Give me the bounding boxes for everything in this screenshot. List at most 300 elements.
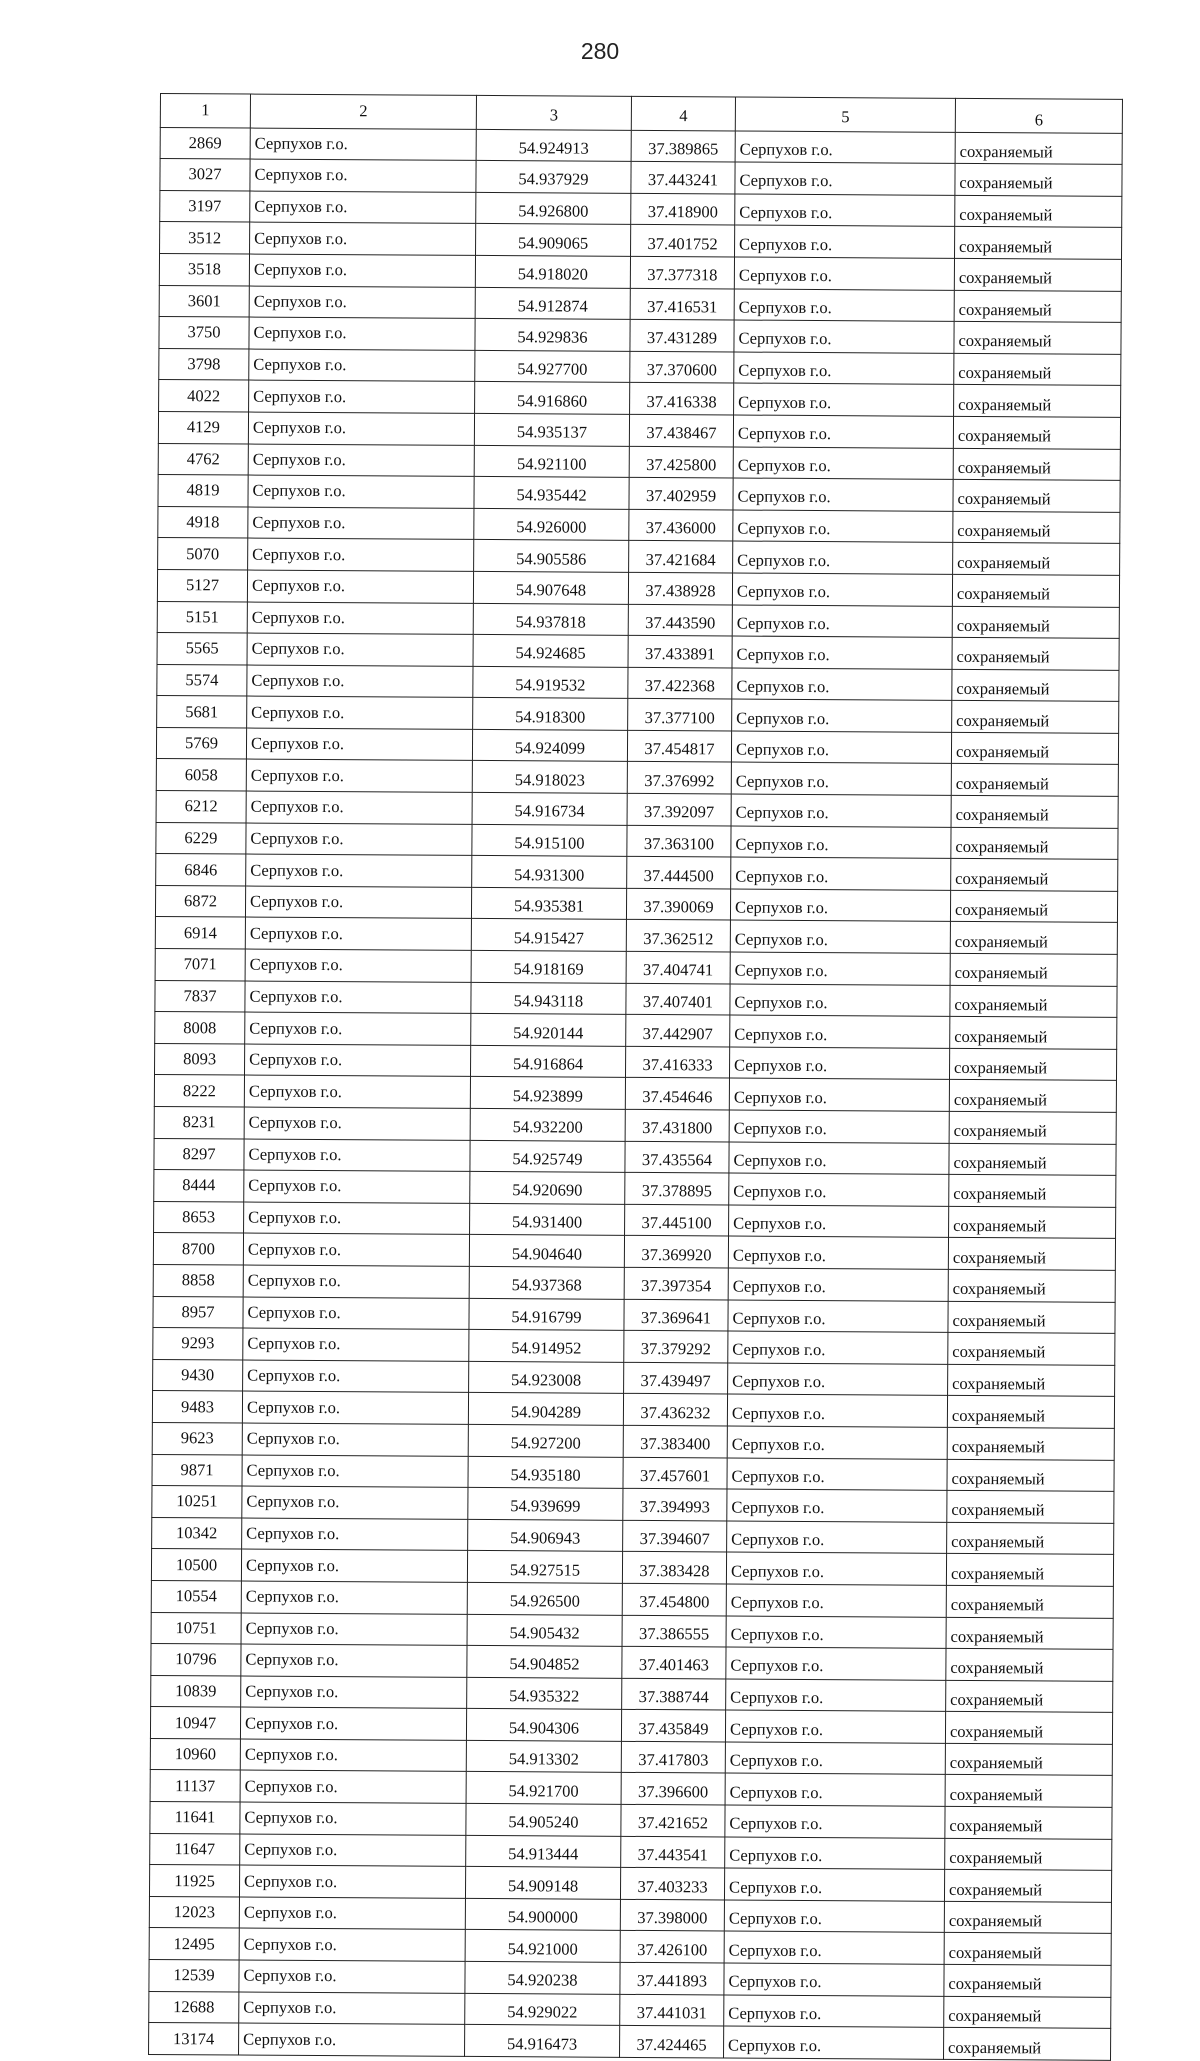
- status-cell: сохраняемый: [952, 637, 1119, 670]
- object-id-cell: 3518: [159, 253, 249, 285]
- longitude-cell: 37.431289: [630, 320, 734, 352]
- object-id-cell: 10751: [151, 1612, 241, 1644]
- latitude-cell: 54.935442: [474, 477, 629, 510]
- latitude-cell: 54.926500: [467, 1582, 622, 1615]
- municipality-cell: Серпухов г.о.: [245, 949, 471, 982]
- municipality-cell: Серпухов г.о.: [246, 854, 472, 887]
- status-cell: сохраняемый: [946, 1617, 1113, 1650]
- status-cell: сохраняемый: [950, 1017, 1117, 1050]
- municipality-cell: Серпухов г.о.: [245, 981, 471, 1014]
- status-cell: сохраняемый: [948, 1364, 1115, 1397]
- location-cell: Серпухов г.о.: [726, 1679, 946, 1712]
- object-id-cell: 6872: [155, 885, 245, 917]
- longitude-cell: 37.436232: [623, 1394, 727, 1426]
- municipality-cell: Серпухов г.о.: [248, 507, 474, 540]
- location-cell: Серпухов г.о.: [728, 1363, 948, 1396]
- status-cell: сохраняемый: [952, 669, 1119, 702]
- object-id-cell: 7837: [155, 980, 245, 1012]
- location-cell: Серпухов г.о.: [735, 162, 955, 195]
- latitude-cell: 54.918020: [475, 255, 630, 288]
- municipality-cell: Серпухов г.о.: [248, 444, 474, 477]
- municipality-cell: Серпухов г.о.: [239, 2023, 465, 2056]
- municipality-cell: Серпухов г.о.: [242, 1423, 468, 1456]
- latitude-cell: 54.927200: [468, 1424, 623, 1457]
- location-cell: Серпухов г.о.: [731, 826, 951, 859]
- object-id-cell: 12495: [149, 1928, 239, 1960]
- latitude-cell: 54.935322: [467, 1677, 622, 1710]
- latitude-cell: 54.905432: [467, 1614, 622, 1647]
- status-cell: сохраняемый: [951, 732, 1118, 765]
- status-cell: сохраняемый: [950, 890, 1117, 923]
- object-id-cell: 8700: [153, 1233, 243, 1265]
- location-cell: Серпухов г.о.: [729, 1173, 949, 1206]
- municipality-cell: Серпухов г.о.: [239, 1960, 465, 1993]
- object-id-cell: 10796: [151, 1644, 241, 1676]
- latitude-cell: 54.920144: [471, 1014, 626, 1047]
- municipality-cell: Серпухов г.о.: [248, 538, 474, 571]
- object-id-cell: 13174: [149, 2023, 239, 2055]
- longitude-cell: 37.421684: [629, 541, 733, 573]
- latitude-cell: 54.904289: [468, 1393, 623, 1426]
- status-cell: сохраняемый: [945, 1712, 1112, 1745]
- status-cell: сохраняемый: [955, 195, 1122, 228]
- object-id-cell: 6229: [156, 822, 246, 854]
- object-id-cell: 3750: [159, 317, 249, 349]
- object-id-cell: 8957: [153, 1296, 243, 1328]
- status-cell: сохраняемый: [953, 479, 1120, 512]
- status-cell: сохраняемый: [944, 1870, 1111, 1903]
- location-cell: Серпухов г.о.: [728, 1300, 948, 1333]
- location-cell: Серпухов г.о.: [727, 1426, 947, 1459]
- object-id-cell: 6058: [156, 759, 246, 791]
- object-id-cell: 8858: [153, 1264, 243, 1296]
- status-cell: сохраняемый: [952, 701, 1119, 734]
- municipality-cell: Серпухов г.о.: [249, 317, 475, 350]
- municipality-cell: Серпухов г.о.: [243, 1328, 469, 1361]
- column-header: 5: [735, 97, 955, 132]
- latitude-cell: 54.913444: [466, 1835, 621, 1868]
- location-cell: Серпухов г.о.: [733, 447, 953, 480]
- municipality-cell: Серпухов г.о.: [244, 1170, 470, 1203]
- location-cell: Серпухов г.о.: [734, 257, 954, 290]
- object-id-cell: 10500: [151, 1549, 241, 1581]
- latitude-cell: 54.904640: [469, 1235, 624, 1268]
- municipality-cell: Серпухов г.о.: [246, 823, 472, 856]
- latitude-cell: 54.925749: [470, 1140, 625, 1173]
- status-cell: сохраняемый: [955, 227, 1122, 260]
- object-id-cell: 4129: [158, 411, 248, 443]
- latitude-cell: 54.939699: [468, 1488, 623, 1521]
- status-cell: сохраняемый: [946, 1680, 1113, 1713]
- latitude-cell: 54.912874: [475, 287, 630, 320]
- status-cell: сохраняемый: [944, 1933, 1111, 1966]
- location-cell: Серпухов г.о.: [729, 1078, 949, 1111]
- municipality-cell: Серпухов г.о.: [240, 1739, 466, 1772]
- location-cell: Серпухов г.о.: [731, 762, 951, 795]
- location-cell: Серпухов г.о.: [731, 731, 951, 764]
- longitude-cell: 37.457601: [623, 1457, 727, 1489]
- latitude-cell: 54.909148: [465, 1867, 620, 1900]
- latitude-cell: 54.927515: [467, 1551, 622, 1584]
- location-cell: Серпухов г.о.: [734, 289, 954, 322]
- latitude-cell: 54.918300: [473, 698, 628, 731]
- object-id-cell: 2869: [160, 127, 250, 159]
- longitude-cell: 37.396600: [621, 1773, 725, 1805]
- municipality-cell: Серпухов г.о.: [243, 1360, 469, 1393]
- page-number: 280: [580, 38, 620, 64]
- municipality-cell: Серпухов г.о.: [242, 1518, 468, 1551]
- status-cell: сохраняемый: [948, 1238, 1115, 1271]
- longitude-cell: 37.454646: [625, 1078, 729, 1110]
- status-cell: сохраняемый: [946, 1585, 1113, 1618]
- location-cell: Серпухов г.о.: [732, 668, 952, 701]
- location-cell: Серпухов г.о.: [730, 1015, 950, 1048]
- object-id-cell: 6846: [156, 854, 246, 886]
- latitude-cell: 54.916864: [470, 1045, 625, 1078]
- status-cell: сохраняемый: [953, 543, 1120, 576]
- status-cell: сохраняемый: [944, 1964, 1111, 1997]
- status-cell: сохраняемый: [952, 606, 1119, 639]
- location-cell: Серпухов г.о.: [726, 1584, 946, 1617]
- status-cell: сохраняемый: [949, 1175, 1116, 1208]
- location-cell: Серпухов г.о.: [730, 920, 950, 953]
- location-cell: Серпухов г.о.: [729, 1047, 949, 1080]
- municipality-cell: Серпухов г.о.: [249, 254, 475, 287]
- location-cell: Серпухов г.о.: [726, 1552, 946, 1585]
- longitude-cell: 37.416338: [630, 383, 734, 415]
- status-cell: сохраняемый: [954, 353, 1121, 386]
- municipality-cell: Серпухов г.о.: [247, 633, 473, 666]
- latitude-cell: 54.913302: [466, 1740, 621, 1773]
- object-id-cell: 5070: [158, 538, 248, 570]
- longitude-cell: 37.383428: [622, 1552, 726, 1584]
- municipality-cell: Серпухов г.о.: [250, 222, 476, 255]
- municipality-cell: Серпухов г.о.: [247, 602, 473, 635]
- data-table-container: [148, 93, 1122, 2061]
- status-cell: сохраняемый: [953, 416, 1120, 449]
- object-id-cell: 10839: [151, 1675, 241, 1707]
- status-cell: сохраняемый: [947, 1396, 1114, 1429]
- municipality-cell: Серпухов г.о.: [239, 1897, 465, 1930]
- column-header: 2: [250, 94, 476, 129]
- status-cell: сохраняемый: [954, 258, 1121, 291]
- municipality-cell: Серпухов г.о.: [239, 1865, 465, 1898]
- latitude-cell: 54.935180: [468, 1456, 623, 1489]
- status-cell: сохраняемый: [944, 1901, 1111, 1934]
- object-id-cell: 8093: [155, 1043, 245, 1075]
- longitude-cell: 37.378895: [625, 1173, 729, 1205]
- location-cell: Серпухов г.о.: [735, 225, 955, 258]
- location-cell: Серпухов г.о.: [725, 1837, 945, 1870]
- longitude-cell: 37.363100: [627, 825, 731, 857]
- status-cell: сохраняемый: [951, 827, 1118, 860]
- municipality-cell: Серпухов г.о.: [239, 1928, 465, 1961]
- object-id-cell: 11641: [150, 1802, 240, 1834]
- object-id-cell: 12023: [149, 1896, 239, 1928]
- status-cell: сохраняемый: [949, 1206, 1116, 1239]
- municipality-cell: Серпухов г.о.: [239, 1992, 465, 2025]
- status-cell: сохраняемый: [954, 385, 1121, 418]
- location-cell: Серпухов г.о.: [728, 1268, 948, 1301]
- status-cell: сохраняемый: [951, 795, 1118, 828]
- longitude-cell: 37.401463: [622, 1646, 726, 1678]
- object-id-cell: 8653: [154, 1201, 244, 1233]
- object-id-cell: 5574: [157, 664, 247, 696]
- latitude-cell: 54.927700: [475, 350, 630, 383]
- municipality-cell: Серпухов г.о.: [250, 191, 476, 224]
- municipality-cell: Серпухов г.о.: [244, 1107, 470, 1140]
- municipality-cell: Серпухов г.о.: [246, 728, 472, 761]
- latitude-cell: 54.916860: [475, 382, 630, 415]
- latitude-cell: 54.935381: [471, 887, 626, 920]
- object-id-cell: 5127: [157, 569, 247, 601]
- status-cell: сохраняемый: [944, 2028, 1111, 2061]
- longitude-cell: 37.431800: [625, 1109, 729, 1141]
- status-cell: сохраняемый: [951, 859, 1118, 892]
- longitude-cell: 37.418900: [631, 193, 735, 225]
- longitude-cell: 37.417803: [621, 1741, 725, 1773]
- latitude-cell: 54.935137: [474, 413, 629, 446]
- municipality-cell: Серпухов г.о.: [241, 1676, 467, 1709]
- location-cell: Серпухов г.о.: [727, 1489, 947, 1522]
- object-id-cell: 5681: [157, 696, 247, 728]
- column-header: 3: [476, 95, 631, 130]
- status-cell: сохраняемый: [951, 764, 1118, 797]
- location-cell: Серпухов г.о.: [728, 1331, 948, 1364]
- latitude-cell: 54.929022: [465, 1993, 620, 2026]
- location-cell: Серпухов г.о.: [730, 889, 950, 922]
- object-id-cell: 4819: [158, 475, 248, 507]
- location-cell: Серпухов г.о.: [727, 1458, 947, 1491]
- status-cell: сохраняемый: [950, 922, 1117, 955]
- municipality-cell: Серпухов г.о.: [240, 1834, 466, 1867]
- object-id-cell: 5151: [157, 601, 247, 633]
- location-cell: Серпухов г.о.: [724, 2026, 944, 2059]
- object-id-cell: 10554: [151, 1580, 241, 1612]
- location-cell: Серпухов г.о.: [725, 1773, 945, 1806]
- municipality-cell: Серпухов г.о.: [247, 696, 473, 729]
- status-cell: сохраняемый: [946, 1648, 1113, 1681]
- object-id-cell: 6212: [156, 791, 246, 823]
- location-cell: Серпухов г.о.: [735, 194, 955, 227]
- object-id-cell: 11647: [150, 1833, 240, 1865]
- municipality-cell: Серпухов г.о.: [249, 286, 475, 319]
- location-cell: Серпухов г.о.: [733, 415, 953, 448]
- object-id-cell: 4022: [159, 380, 249, 412]
- object-id-cell: 9623: [152, 1422, 242, 1454]
- municipality-cell: Серпухов г.о.: [249, 349, 475, 382]
- longitude-cell: 37.370600: [630, 351, 734, 383]
- longitude-cell: 37.438467: [629, 414, 733, 446]
- status-cell: сохраняемый: [952, 574, 1119, 607]
- longitude-cell: 37.443590: [628, 604, 732, 636]
- location-cell: Серпухов г.о.: [725, 1742, 945, 1775]
- latitude-cell: 54.931300: [472, 856, 627, 889]
- longitude-cell: 37.442907: [626, 1015, 730, 1047]
- location-cell: Серпухов г.о.: [734, 352, 954, 385]
- latitude-cell: 54.905586: [474, 540, 629, 573]
- location-cell: Серпухов г.о.: [724, 1868, 944, 1901]
- municipality-cell: Серпухов г.о.: [243, 1233, 469, 1266]
- longitude-cell: 37.416333: [625, 1046, 729, 1078]
- municipality-cell: Серпухов г.о.: [241, 1644, 467, 1677]
- municipality-cell: Серпухов г.о.: [240, 1707, 466, 1740]
- location-cell: Серпухов г.о.: [732, 699, 952, 732]
- municipality-cell: Серпухов г.о.: [247, 665, 473, 698]
- location-cell: Серпухов г.о.: [724, 1963, 944, 1996]
- object-id-cell: 6914: [155, 917, 245, 949]
- longitude-cell: 37.416531: [630, 288, 734, 320]
- location-cell: Серпухов г.о.: [727, 1521, 947, 1554]
- object-id-cell: 10342: [152, 1517, 242, 1549]
- table-row: [149, 2023, 1111, 2060]
- latitude-cell: 54.907648: [473, 571, 628, 604]
- status-cell: сохраняемый: [954, 322, 1121, 355]
- object-id-cell: 5565: [157, 633, 247, 665]
- municipality-cell: Серпухов г.о.: [242, 1486, 468, 1519]
- location-cell: Серпухов г.о.: [726, 1647, 946, 1680]
- longitude-cell: 37.369920: [624, 1236, 728, 1268]
- longitude-cell: 37.421652: [621, 1804, 725, 1836]
- municipality-cell: Серпухов г.о.: [241, 1613, 467, 1646]
- location-cell: Серпухов г.о.: [730, 984, 950, 1017]
- object-id-cell: 8297: [154, 1138, 244, 1170]
- object-id-cell: 11137: [150, 1770, 240, 1802]
- object-id-cell: 12539: [149, 1959, 239, 1991]
- latitude-cell: 54.915100: [472, 824, 627, 857]
- latitude-cell: 54.923899: [470, 1077, 625, 1110]
- object-id-cell: 9430: [153, 1359, 243, 1391]
- location-cell: Серпухов г.о.: [724, 1900, 944, 1933]
- status-cell: сохраняемый: [948, 1269, 1115, 1302]
- latitude-cell: 54.916799: [469, 1298, 624, 1331]
- object-id-cell: 4762: [158, 443, 248, 475]
- location-cell: Серпухов г.о.: [731, 794, 951, 827]
- status-cell: сохраняемый: [949, 1143, 1116, 1176]
- longitude-cell: 37.454800: [622, 1583, 726, 1615]
- longitude-cell: 37.386555: [622, 1615, 726, 1647]
- longitude-cell: 37.369641: [624, 1299, 728, 1331]
- column-header: 4: [631, 96, 735, 130]
- status-cell: сохраняемый: [949, 1048, 1116, 1081]
- latitude-cell: 54.921700: [466, 1772, 621, 1805]
- status-cell: сохраняемый: [944, 1996, 1111, 2029]
- municipality-cell: Серпухов г.о.: [249, 380, 475, 413]
- status-cell: сохраняемый: [955, 132, 1122, 165]
- location-cell: Серпухов г.о.: [733, 510, 953, 543]
- latitude-cell: 54.909065: [476, 224, 631, 257]
- longitude-cell: 37.443541: [621, 1836, 725, 1868]
- object-id-cell: 3512: [160, 222, 250, 254]
- municipality-cell: Серпухов г.о.: [240, 1770, 466, 1803]
- location-cell: Серпухов г.о.: [733, 478, 953, 511]
- latitude-cell: 54.918023: [472, 761, 627, 794]
- longitude-cell: 37.401752: [631, 225, 735, 257]
- latitude-cell: 54.914952: [469, 1330, 624, 1363]
- object-id-cell: 12688: [149, 1991, 239, 2023]
- status-cell: сохраняемый: [945, 1743, 1112, 1776]
- latitude-cell: 54.926000: [474, 508, 629, 541]
- longitude-cell: 37.436000: [629, 509, 733, 541]
- longitude-cell: 37.435564: [625, 1141, 729, 1173]
- latitude-cell: 54.920238: [465, 1961, 620, 1994]
- longitude-cell: 37.444500: [627, 857, 731, 889]
- longitude-cell: 37.398000: [620, 1899, 724, 1931]
- longitude-cell: 37.376992: [627, 762, 731, 794]
- object-id-cell: 10251: [152, 1486, 242, 1518]
- table-body: [149, 127, 1123, 2060]
- status-cell: сохраняемый: [950, 953, 1117, 986]
- location-cell: Серпухов г.о.: [732, 636, 952, 669]
- longitude-cell: 37.435849: [621, 1710, 725, 1742]
- longitude-cell: 37.377318: [630, 256, 734, 288]
- latitude-cell: 54.924099: [472, 729, 627, 762]
- municipality-cell: Серпухов г.о.: [244, 1075, 470, 1108]
- column-header: 1: [160, 94, 250, 128]
- object-id-cell: 4918: [158, 506, 248, 538]
- longitude-cell: 37.433891: [628, 635, 732, 667]
- longitude-cell: 37.388744: [622, 1678, 726, 1710]
- municipality-cell: Серпухов г.о.: [246, 791, 472, 824]
- longitude-cell: 37.383400: [623, 1425, 727, 1457]
- municipality-cell: Серпухов г.о.: [242, 1391, 468, 1424]
- longitude-cell: 37.397354: [624, 1267, 728, 1299]
- location-cell: Серпухов г.о.: [734, 320, 954, 353]
- status-cell: сохраняемый: [947, 1459, 1114, 1492]
- latitude-cell: 54.924913: [476, 129, 631, 162]
- municipality-cell: Серпухов г.о.: [245, 886, 471, 919]
- object-id-cell: 3798: [159, 348, 249, 380]
- latitude-cell: 54.915427: [471, 919, 626, 952]
- latitude-cell: 54.926800: [476, 192, 631, 225]
- longitude-cell: 37.389865: [631, 130, 735, 162]
- latitude-cell: 54.932200: [470, 1108, 625, 1141]
- latitude-cell: 54.919532: [473, 666, 628, 699]
- longitude-cell: 37.394607: [623, 1520, 727, 1552]
- location-cell: Серпухов г.о.: [724, 1995, 944, 2028]
- status-cell: сохраняемый: [949, 1111, 1116, 1144]
- status-cell: сохраняемый: [955, 164, 1122, 197]
- location-cell: Серпухов г.о.: [734, 383, 954, 416]
- longitude-cell: 37.377100: [628, 699, 732, 731]
- status-cell: сохраняемый: [945, 1806, 1112, 1839]
- latitude-cell: 54.900000: [465, 1898, 620, 1931]
- status-cell: сохраняемый: [947, 1522, 1114, 1555]
- status-cell: сохраняемый: [949, 1080, 1116, 1113]
- longitude-cell: 37.454817: [627, 730, 731, 762]
- location-cell: Серпухов г.о.: [730, 952, 950, 985]
- object-id-cell: 10960: [150, 1738, 240, 1770]
- location-cell: Серпухов г.о.: [725, 1710, 945, 1743]
- latitude-cell: 54.916473: [465, 2025, 620, 2058]
- location-cell: Серпухов г.о.: [729, 1205, 949, 1238]
- location-cell: Серпухов г.о.: [727, 1394, 947, 1427]
- status-cell: сохраняемый: [948, 1301, 1115, 1334]
- status-cell: сохраняемый: [947, 1427, 1114, 1460]
- longitude-cell: 37.404741: [626, 951, 730, 983]
- longitude-cell: 37.445100: [625, 1204, 729, 1236]
- longitude-cell: 37.426100: [620, 1931, 724, 1963]
- latitude-cell: 54.906943: [468, 1519, 623, 1552]
- longitude-cell: 37.422368: [628, 667, 732, 699]
- municipality-cell: Серпухов г.о.: [240, 1802, 466, 1835]
- location-cell: Серпухов г.о.: [729, 1142, 949, 1175]
- location-cell: Серпухов г.о.: [724, 1931, 944, 1964]
- latitude-cell: 54.904852: [467, 1645, 622, 1678]
- location-cell: Серпухов г.о.: [732, 573, 952, 606]
- municipality-cell: Серпухов г.о.: [250, 159, 476, 192]
- municipality-cell: Серпухов г.о.: [243, 1297, 469, 1330]
